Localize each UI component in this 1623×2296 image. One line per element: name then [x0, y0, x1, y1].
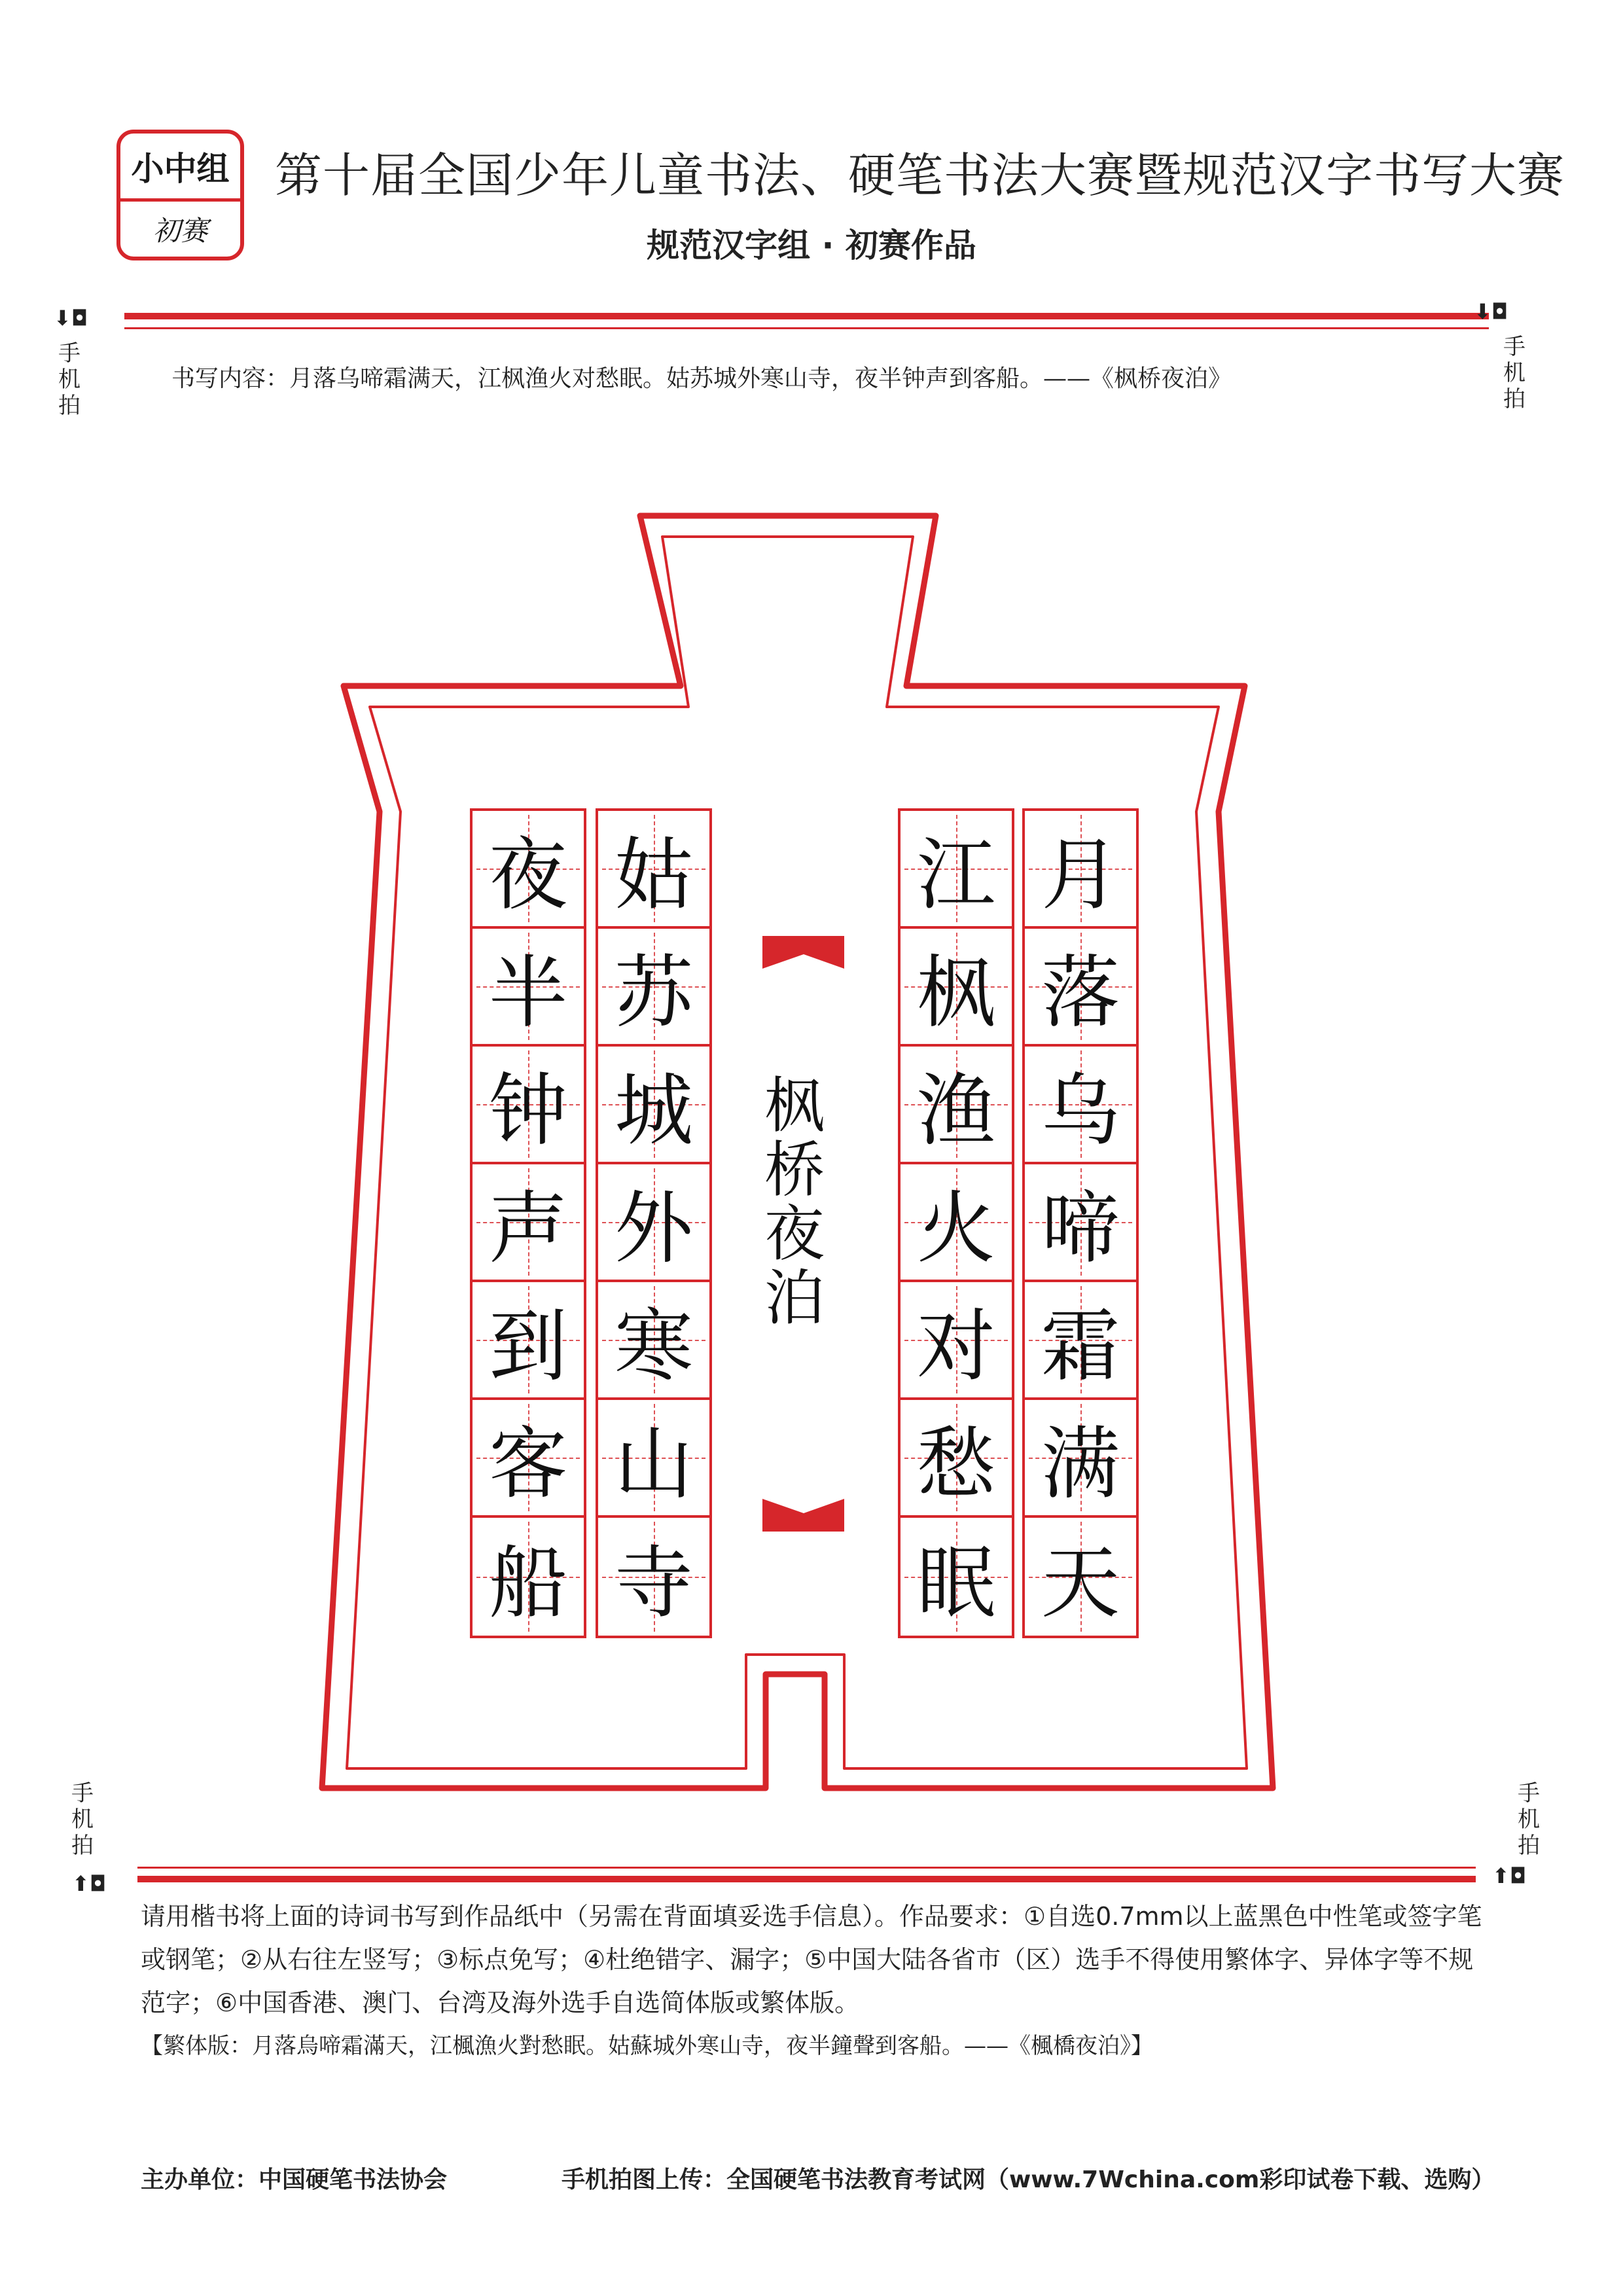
grid-cell: [598, 811, 709, 929]
phone-photo-mark-left-bottom: [63, 1780, 102, 1859]
grid-cell: [598, 1047, 709, 1164]
grid-cell: [598, 1400, 709, 1518]
poem-char: 寺: [615, 1538, 693, 1629]
poem-char: 枫: [917, 948, 995, 1039]
page-subtitle: 规范汉字组 · 初赛作品: [647, 226, 976, 264]
grid-cell: [473, 1400, 584, 1518]
grid-cell: [473, 929, 584, 1047]
bottom-rule-thick: [137, 1876, 1476, 1882]
poem-char: 船: [489, 1538, 567, 1629]
grid-cell: [901, 1047, 1012, 1164]
mark-char: 机: [1503, 360, 1525, 386]
poem-char: 满: [1041, 1419, 1120, 1510]
camera-icon: ⬆◘: [1492, 1863, 1527, 1888]
requirements-text: 请用楷书将上面的诗词书写到作品纸中（另需在背面填妥选手信息）。作品要求：①自选0.7mm以上蓝黑色中性笔或签字笔或钢笔；②从右往左竖写；③标点免写；④杜绝错字、漏字；⑤中国大陆各省市（区）选手不得使用繁体字、异体字等不规范字；⑥中国香港、澳门、台湾及海外选手自选简体版或繁体版。: [141, 1902, 1482, 2017]
grid-cell: [1025, 1164, 1136, 1282]
poem-char: 客: [489, 1419, 567, 1510]
poem-char: 姑: [615, 830, 693, 921]
poem-char: 啼: [1041, 1183, 1120, 1274]
camera-icon: ⬆◘: [72, 1871, 107, 1896]
chevron-down-icon: [762, 936, 844, 969]
grid-cell: [901, 1518, 1012, 1636]
upload-text: 手机拍图上传：全国硬笔书法教育考试网（www.7Wchina.com彩印试卷下载、选购）: [562, 2166, 1495, 2193]
mark-char: 机: [1518, 1806, 1540, 1833]
poem-char: 愁: [917, 1419, 995, 1510]
mark-char: 拍: [58, 393, 80, 419]
grid-cell: [901, 811, 1012, 929]
grid-cell: [598, 1282, 709, 1400]
poem-char: 苏: [615, 948, 693, 1039]
poem-char: 山: [615, 1419, 693, 1510]
mark-char: 拍: [1518, 1833, 1540, 1859]
grid-column-3: [596, 808, 712, 1638]
poem-char: 外: [615, 1183, 693, 1274]
grid-cell: [1025, 1282, 1136, 1400]
poem-char: 半: [489, 948, 567, 1039]
poem-char: 夜: [489, 830, 567, 921]
poem-char: 眠: [917, 1538, 995, 1629]
grid-cell: [598, 1518, 709, 1636]
grid-cell: [1025, 1047, 1136, 1164]
grid-column-4: [470, 808, 586, 1638]
grid-cell: [473, 1164, 584, 1282]
poem-char: 钟: [489, 1066, 567, 1157]
grid-cell: [473, 1518, 584, 1636]
grid-cell: [473, 811, 584, 929]
mark-char: 手: [71, 1780, 94, 1806]
poem-char: 火: [917, 1183, 995, 1274]
badge-group-label: 小中组: [120, 134, 240, 202]
poem-title: 枫桥夜泊: [755, 1073, 825, 1330]
poem-char: 城: [615, 1066, 693, 1157]
poem-char: 寒: [615, 1301, 693, 1392]
grid-cell: [473, 1047, 584, 1164]
poem-char: 落: [1041, 948, 1120, 1039]
organizer-text: 主办单位：中国硬笔书法协会: [141, 2166, 448, 2193]
grid-cell: [1025, 1518, 1136, 1636]
poem-char: 乌: [1041, 1066, 1120, 1157]
grid-cell: [901, 1282, 1012, 1400]
grid-cell: [598, 1164, 709, 1282]
grid-column-2: [898, 808, 1014, 1638]
mark-char: 手: [1503, 334, 1525, 360]
mark-char: 拍: [1503, 386, 1525, 412]
grid-cell: [901, 1164, 1012, 1282]
camera-icon: ⬇◘: [54, 306, 88, 331]
bottom-rule-thin: [137, 1867, 1476, 1869]
poem-char: 天: [1041, 1538, 1120, 1629]
poem-char: 渔: [917, 1066, 995, 1157]
poem-char: 声: [489, 1183, 567, 1274]
traditional-version-text: 【繁体版：月落烏啼霜滿天，江楓漁火對愁眠。姑蘇城外寒山寺，夜半鐘聲到客船。——《楓橋夜泊》】: [141, 2033, 1153, 2059]
poem-char: 霜: [1041, 1301, 1120, 1392]
mark-char: 拍: [71, 1833, 94, 1859]
grid-cell: [473, 1282, 584, 1400]
poem-char: 到: [489, 1301, 567, 1392]
mark-char: 手: [1518, 1780, 1540, 1806]
grid-cell: [901, 1400, 1012, 1518]
poem-char: 对: [917, 1301, 995, 1392]
mark-char: 机: [58, 367, 80, 393]
grid-cell: [1025, 1400, 1136, 1518]
grid-cell: [1025, 929, 1136, 1047]
poem-char: 月: [1041, 830, 1120, 921]
mark-char: 机: [71, 1806, 94, 1833]
camera-icon: ⬇◘: [1474, 299, 1508, 324]
grid-cell: [598, 929, 709, 1047]
grid-cell: [901, 929, 1012, 1047]
chevron-up-icon: [762, 1499, 844, 1532]
phone-photo-mark-right-bottom: [1509, 1780, 1548, 1859]
writing-content: 书写内容：月落乌啼霜满天，江枫渔火对愁眠。姑苏城外寒山寺，夜半钟声到客船。——《枫桥夜泊》: [171, 365, 1232, 392]
grid-column-1: [1022, 808, 1139, 1638]
grid-cell: [1025, 811, 1136, 929]
mark-char: 手: [58, 340, 80, 367]
page-title: 第十届全国少年儿童书法、硬笔书法大赛暨规范汉字书写大赛: [275, 148, 1565, 203]
poem-char: 江: [917, 830, 995, 921]
badge-stage-label: 初赛: [152, 215, 208, 247]
